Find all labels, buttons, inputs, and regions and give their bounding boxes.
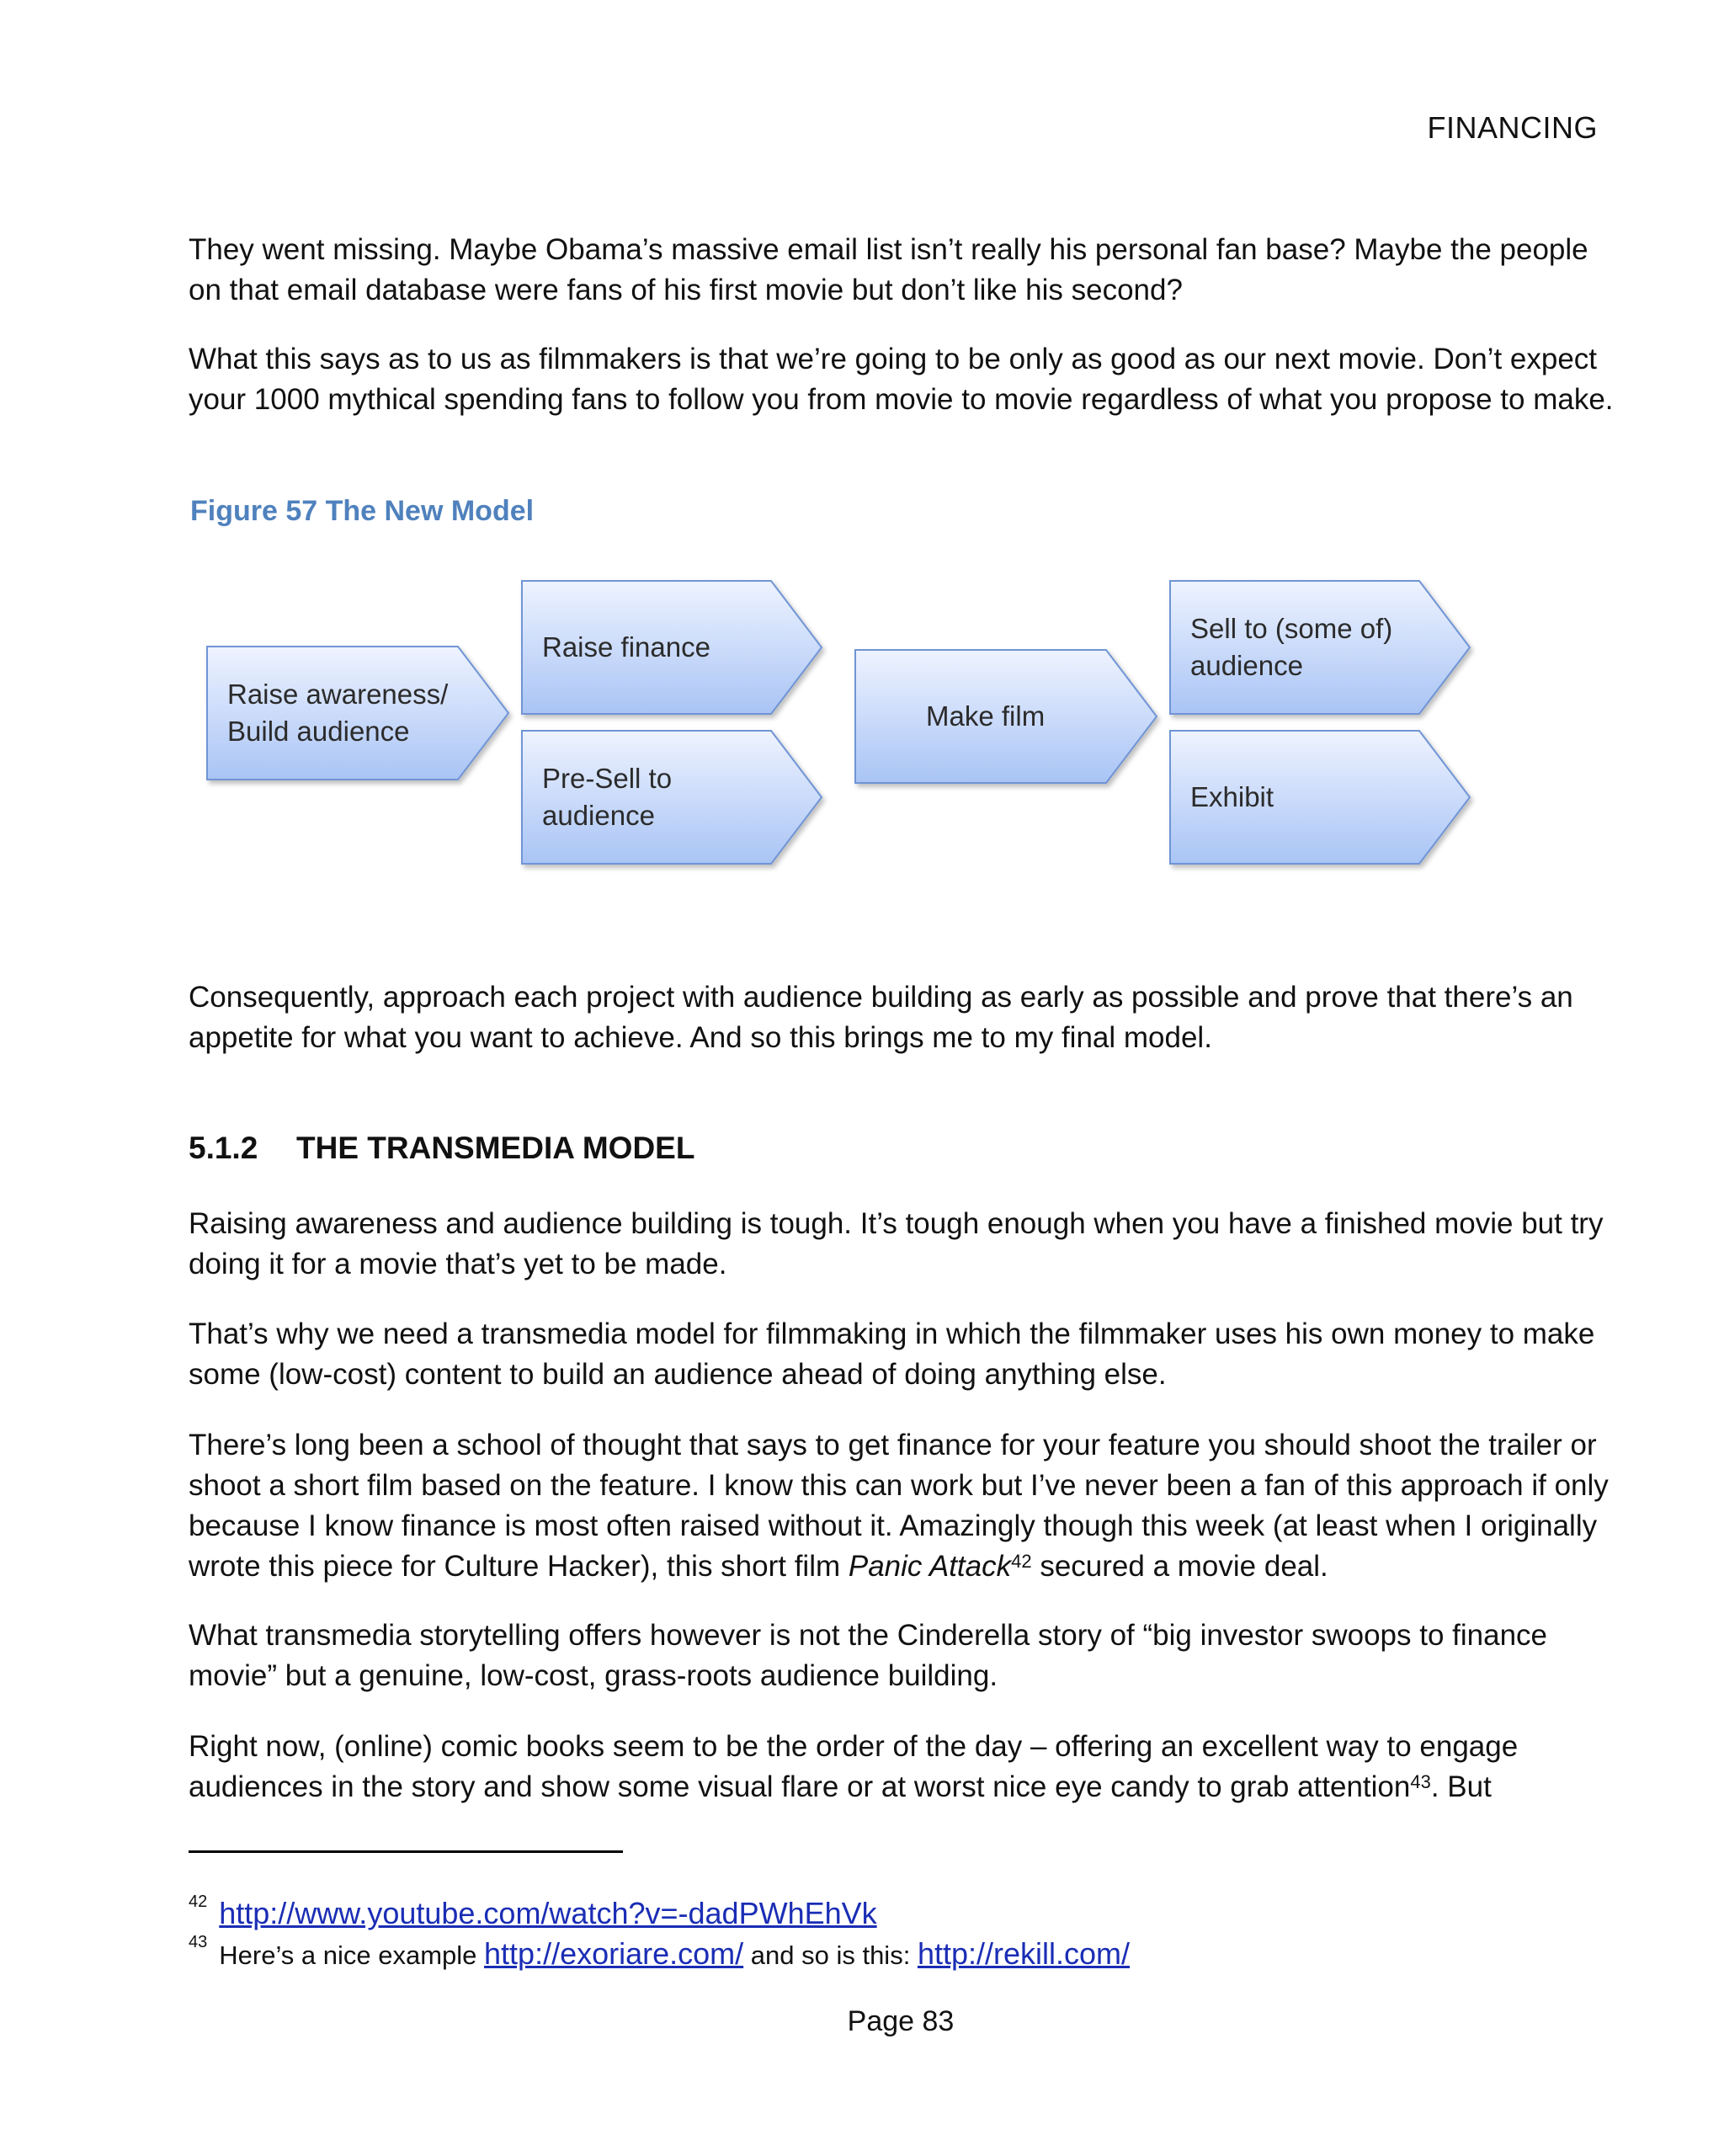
running-header: FINANCING	[1427, 110, 1598, 145]
step-label: Sell to (some of) audience	[1190, 613, 1393, 681]
footnote-number: 43	[189, 1933, 208, 1951]
paragraph: Consequently, approach each project with audience building as early as possible and prove that there’s an appetite for what you want to achieve. And so this brings me to my final model.	[189, 981, 1573, 1054]
footnote-link[interactable]: http://exoriare.com/	[484, 1936, 744, 1971]
footnote-43: $^{43}$ Here’s a nice example http://exoriare.com/ and so is this: http://rekill.com/	[189, 1933, 1131, 1971]
paragraph: Raising awareness and audience building is tough. It’s tough enough when you have a finished movie but try doing it for a movie that’s yet to be made.	[189, 1207, 1604, 1280]
footnote-number: 42	[189, 1892, 208, 1911]
figure-caption: Figure 57 The New Model	[190, 495, 535, 527]
step-label: Pre-Sell to audience	[542, 763, 673, 831]
footnote-42	[189, 1892, 877, 1931]
footnote-ref[interactable]: 43	[1410, 1771, 1431, 1792]
step-presell	[522, 731, 822, 864]
new-model-diagram	[194, 564, 1507, 884]
page-number: Page 83	[847, 2005, 955, 2037]
step-raise-awareness	[207, 647, 508, 780]
step-label: Raise finance	[542, 631, 710, 663]
footnote-link[interactable]: http://rekill.com/	[917, 1936, 1131, 1971]
paragraph: There’s long been a school of thought that says to get finance for your feature you should shoot the trailer or shoot a short film based on the feature. I know this can work but I’ve never been a fan of this approach if only because I know finance is most often raised without it. Amazingly though this week (at least when I originally wrote this piece for Culture Hacker), this short film Panic Attack$^{42}$ secured a movie deal.	[189, 1429, 1609, 1583]
paragraph: Right now, (online) comic books seem to be the order of the day – offering an excellent way to engage audiences in the story and show some visual flare or at worst nice eye candy to grab attention$^{43}$. But	[189, 1730, 1519, 1803]
step-label: Make film	[926, 700, 1046, 732]
section-number: 5.1.2	[189, 1131, 258, 1165]
section-heading	[189, 1131, 694, 1166]
paragraph: What this says as to us as filmmakers is that we’re going to be only as good as our next movie. Don’t expect your 1000 mythical spending fans to follow you from movie to movie regardless of what you propose to make.	[189, 343, 1614, 416]
step-label: Raise awareness/ Build audience	[227, 679, 449, 747]
footnote-link[interactable]: http://www.youtube.com/watch?v=-dadPWhEhVk	[219, 1896, 877, 1930]
section-title: THE TRANSMEDIA MODEL	[296, 1131, 695, 1165]
step-label: Exhibit	[1190, 781, 1274, 812]
step-raise-finance	[522, 581, 822, 714]
step-exhibit	[1170, 731, 1470, 864]
footnote-separator	[189, 1850, 623, 1853]
paragraph: That’s why we need a transmedia model for filmmaking in which the filmmaker uses his own money to make some (low-cost) content to build an audience ahead of doing anything else.	[189, 1318, 1595, 1391]
step-sell	[1170, 581, 1470, 714]
paragraph: What transmedia storytelling offers however is not the Cinderella story of “big investor swoops to finance movie” but a genuine, low-cost, grass-roots audience building.	[189, 1619, 1548, 1692]
paragraph: They went missing. Maybe Obama’s massive email list isn’t really his personal fan base? Maybe the people on that email database were fans of his first movie but don’t like his second?	[189, 233, 1588, 306]
step-make-film	[855, 650, 1157, 783]
film-title: Panic Attack	[848, 1550, 1012, 1583]
footnote-ref[interactable]: 42	[1011, 1551, 1032, 1572]
